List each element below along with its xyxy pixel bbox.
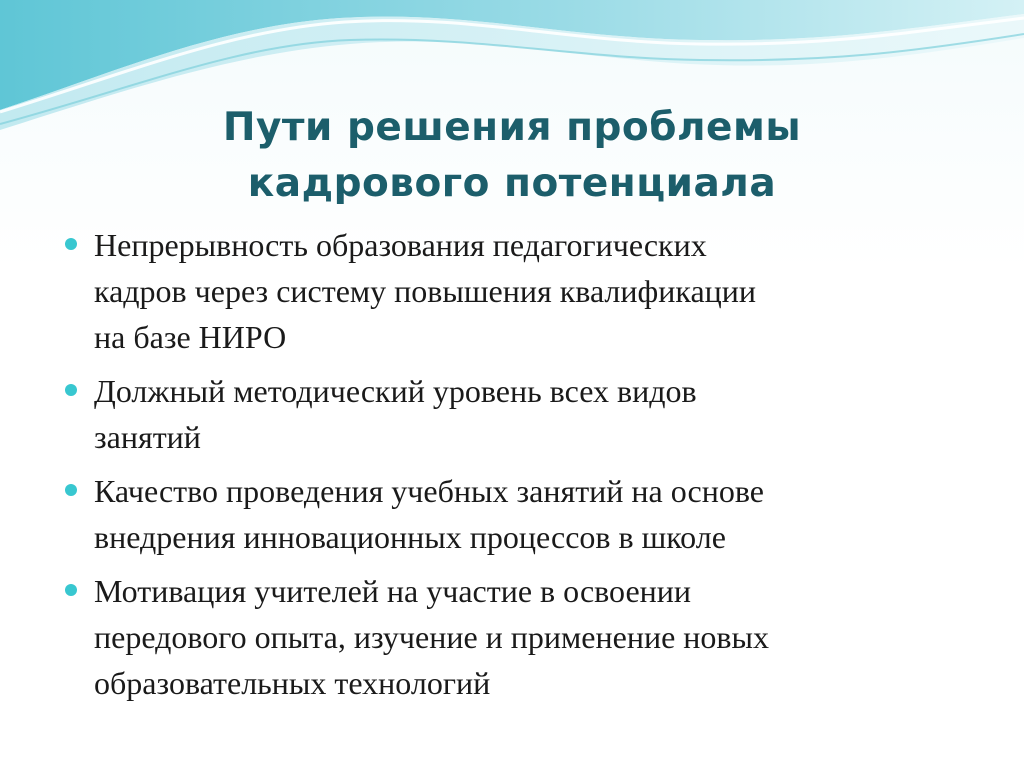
bullet-line: Качество проведения учебных занятий на основе [94, 473, 764, 509]
bullet-item [62, 568, 962, 706]
slide-title-line-2: кадрового потенциала [247, 161, 777, 206]
bullet-line: на базе НИРО [94, 319, 287, 355]
bullet-line: Должный методический уровень всех видов [94, 373, 697, 409]
bullet-dot-icon [65, 384, 77, 396]
bullet-line: Непрерывность образования педагогических [94, 227, 707, 263]
bullet-list [62, 222, 962, 714]
bullet-line: кадров через систему повышения квалификации [94, 273, 757, 309]
bullet-dot-icon [65, 484, 77, 496]
bullet-dot-icon [65, 584, 77, 596]
bullet-item [62, 368, 962, 460]
bullet-item [62, 222, 962, 360]
bullet-item [62, 468, 962, 560]
bullet-dot-icon [65, 238, 77, 250]
bullet-line: внедрения инновационных процессов в школе [94, 519, 726, 555]
bullet-line: образовательных технологий [94, 665, 491, 701]
slide-title-line-1: Пути решения проблемы [222, 105, 802, 150]
bullet-line: передового опыта, изучение и применение новых [94, 619, 769, 655]
bullet-line: занятий [94, 419, 201, 455]
bullet-line: Мотивация учителей на участие в освоении [94, 573, 692, 609]
slide-title [110, 100, 914, 212]
